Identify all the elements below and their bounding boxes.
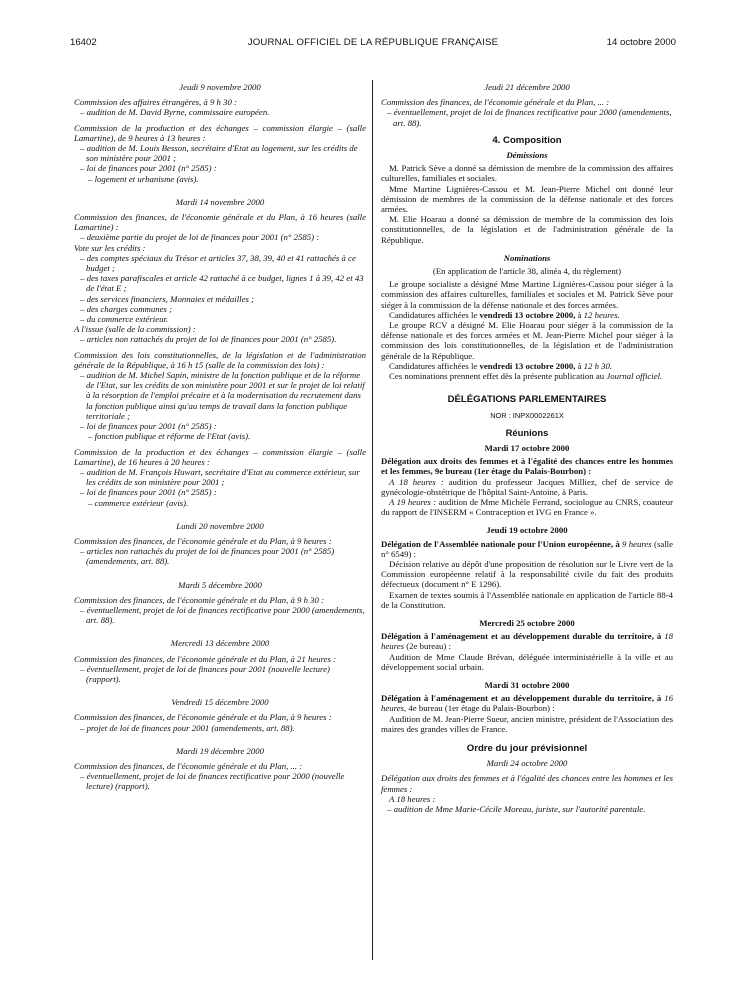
section-heading: Ordre du jour prévisionnel	[466, 742, 588, 754]
date-heading: Jeudi 19 octobre 2000	[486, 525, 568, 536]
block-title: Commission des finances, de l'économie générale et du Plan, à 9 h 30 :	[74, 594, 324, 605]
block-title: Commission des finances, de l'économie générale et du Plan, à 9 heures :	[74, 712, 332, 723]
agenda-item: – des services financiers, Monnaies et médailles ;	[80, 293, 254, 304]
date-heading: Mercredi 13 décembre 2000	[170, 638, 270, 649]
paragraph: A 18 heures : audition du professeur Jacques Milliez, chef de service de gynécologie-obstétrique de l'hôpital Saint-Antoine, à Paris.	[381, 476, 673, 497]
right-column	[381, 82, 673, 814]
paragraph: A 19 heures : audition de Mme Michèle Ferrand, sociologue au CNRS, coauteur du rapport de l'INSERM « Contraception et IVG en France ».	[381, 496, 673, 518]
agenda-item: – des taxes parafiscales et article 42 rattaché à ce budget, lignes 1 à 39, 42 et 43 de l'état E ;	[80, 273, 364, 294]
paragraph: A 18 heures :	[389, 793, 436, 804]
agenda-block	[74, 536, 366, 567]
nor-reference: NOR : INPX0002261X	[490, 411, 564, 421]
agenda-item: – loi de finances pour 2001 (n° 2585) :	[80, 487, 217, 498]
agenda-item: – projet de loi de finances pour 2001 (amendements, art. 88).	[80, 722, 295, 733]
block-title: Commission de la production et des échanges – commission élargie – (salle Lamartine), de 16 heures à 20 heures :	[74, 446, 366, 467]
agenda-note: Vote sur les crédits :	[74, 242, 146, 253]
date-heading: Mardi 5 décembre 2000	[178, 579, 262, 590]
paragraph: Audition de M. Jean-Pierre Sueur, ancien ministre, président de l'Association des maires des grandes villes de France.	[381, 713, 673, 734]
agenda-item: – éventuellement, projet de loi de finances rectificative pour 2000 (nouvelle lecture) (rapport).	[80, 771, 345, 792]
agenda-item: – commerce extérieur (avis).	[88, 497, 189, 508]
agenda-block	[74, 761, 366, 792]
paragraph: Candidatures affichées le vendredi 13 octobre 2000, à 12 heures.	[389, 309, 620, 320]
agenda-block	[74, 212, 366, 345]
agenda-block	[74, 97, 366, 117]
column-divider	[372, 80, 373, 960]
journal-title: JOURNAL OFFICIEL DE LA RÉPUBLIQUE FRANÇAISE	[247, 37, 499, 48]
block-title: Commission des finances, de l'économie générale et du Plan, ... :	[381, 97, 610, 108]
agenda-item: – fonction publique et réforme de l'Etat (avis).	[88, 431, 251, 442]
agenda-item: – du commerce extérieur.	[80, 314, 169, 325]
agenda-block	[74, 712, 366, 732]
subsection-heading: Nominations	[503, 252, 551, 263]
agenda-note: A l'issue (salle de la commission) :	[74, 324, 196, 335]
section-heading: DÉLÉGATIONS PARLEMENTAIRES	[447, 394, 607, 406]
block-title: Commission des finances, de l'économie générale et du Plan, à 21 heures :	[74, 653, 337, 664]
paragraph: Audition de Mme Claude Brévan, déléguée interministérielle à la ville et au développement social urbain.	[381, 651, 673, 672]
agenda-item: – audition de M. Michel Sapin, ministre de la fonction publique et de la réforme de l'Etat, sur les crédits de son ministère pour 2001 et sur le projet de loi relatif à la résorption de l'emploi précaire et à la modernisation du recrutement dans la fonction publique ainsi qu'au temps de travail dans la fonction publique territoriale ;	[80, 370, 365, 421]
agenda-item: – loi de finances pour 2001 (n° 2585) :	[80, 163, 217, 174]
date-heading: Mardi 19 décembre 2000	[175, 745, 265, 756]
agenda-item: – des charges communes ;	[80, 303, 173, 314]
date-heading: Mardi 17 octobre 2000	[484, 442, 570, 453]
date-heading: Lundi 20 novembre 2000	[176, 520, 264, 531]
block-title: Délégation aux droits des femmes et à l'égalité des chances entre les hommes et les femmes, 9e bureau (1er étage du Palais-Bourbon) :	[381, 456, 673, 477]
section-heading: 4. Composition	[492, 134, 562, 146]
block-title: Commission des finances, de l'économie générale et du Plan, à 9 heures :	[74, 535, 332, 546]
date-heading: Vendredi 15 décembre 2000	[171, 697, 269, 708]
paragraph: M. Elie Hoarau a donné sa démission de membre de la commission des lois constitutionnelles, de la législation et de l'administration générale de la République.	[381, 214, 673, 245]
paragraph: Le groupe RCV a désigné M. Elie Hoarau pour siéger à la commission de la défense nationale et des forces armées et M. Jean-Pierre Michel pour siéger à la commission des lois constitutionnelles, de la législation et de l'administration générale de la République.	[381, 320, 673, 361]
agenda-item: – éventuellement, projet de loi de finances pour 2001 (nouvelle lecture) (rapport).	[80, 663, 330, 684]
agenda-item: – loi de finances pour 2001 (n° 2585) :	[80, 421, 217, 432]
subsection-note: (En application de l'article 38, alinéa 4, du règlement)	[432, 266, 622, 277]
agenda-item: – des comptes spéciaux du Trésor et articles 37, 38, 39, 40 et 41 rattachés à ce budget ;	[80, 252, 356, 274]
date-heading: Mardi 14 novembre 2000	[175, 196, 265, 207]
paragraph: Ces nominations prennent effet dès la présente publication au Journal officiel.	[389, 371, 663, 382]
agenda-item: – audition de M. David Byrne, commissaire européen.	[80, 107, 270, 118]
page-number: 16402	[70, 37, 97, 48]
agenda-block	[74, 447, 366, 508]
agenda-block	[381, 97, 673, 128]
agenda-block	[74, 654, 366, 685]
paragraph: Candidatures affichées le vendredi 13 octobre 2000, à 12 h 30.	[389, 360, 613, 371]
agenda-item: – audition de Mme Marie-Cécile Moreau, juriste, sur l'autorité parentale.	[387, 803, 646, 814]
agenda-item: – éventuellement, projet de loi de finances rectificative pour 2000 (amendements, art. 88).	[80, 604, 365, 626]
issue-date: 14 octobre 2000	[606, 37, 676, 48]
paragraph: M. Patrick Sève a donné sa démission de membre de la commission des affaires culturelles, familiales et sociales.	[381, 163, 673, 184]
block-title: Délégation à l'aménagement et au développement durable du territoire, à 16 heures, 4e bureau (1er étage du Palais-Bourbon) :	[381, 693, 673, 714]
agenda-item: – articles non rattachés du projet de loi de finances pour 2001 (n° 2585) (amendements, art. 88).	[80, 546, 335, 567]
agenda-block	[74, 350, 366, 442]
block-title: Délégation aux droits des femmes et à l'égalité des chances entre les hommes et les femmes :	[381, 773, 673, 794]
agenda-item: – articles non rattachés du projet de loi de finances pour 2001 (n° 2585).	[80, 334, 337, 345]
block-title: Commission des affaires étrangères, à 9 h 30 :	[74, 97, 237, 108]
left-column	[74, 82, 366, 797]
subsection-heading: Démissions	[506, 150, 548, 161]
block-title: Commission des lois constitutionnelles, de la législation et de l'administration générale de la République, à 16 h 15 (salle de la commission des lois) :	[74, 349, 366, 370]
paragraph: Décision relative au dépôt d'une proposition de résolution sur le Livre vert de la Commission européenne relatif à la responsabilité civile du fait des produits défectueux (document n° E 1296).	[381, 558, 673, 590]
block-title: Délégation de l'Assemblée nationale pour l'Union européenne, à 9 heures (salle n° 6549) :	[381, 538, 673, 559]
paragraph: Mme Martine Lignières-Cassou et M. Jean-Pierre Michel ont donné leur démission de membres de la commission de la défense nationale et des forces armées.	[381, 183, 673, 215]
block-title: Commission des finances, de l'économie générale et du Plan, à 16 heures (salle Lamartine) :	[74, 212, 366, 233]
block-title: Délégation à l'aménagement et au développement durable du territoire, à 18 heures (2e bureau) :	[381, 631, 673, 652]
agenda-item: – audition de M. François Huwart, secrétaire d'Etat au commerce extérieur, sur les crédits de son ministère pour 2001 ;	[80, 466, 360, 488]
subsection-heading: Réunions	[505, 426, 549, 438]
agenda-item: – audition de M. Louis Besson, secrétaire d'Etat au logement, sur les crédits de son ministère pour 2001 ;	[80, 143, 358, 164]
agenda-item: – deuxième partie du projet de loi de finances pour 2001 (n° 2585) :	[80, 232, 320, 243]
paragraph: Le groupe socialiste a désigné Mme Martine Lignières-Cassou pour siéger à la commission des affaires culturelles, familiales et sociales et M. Patrick Sève pour siéger à la commission de la défense nationale et des forces armées.	[381, 279, 673, 310]
agenda-item: – logement et urbanisme (avis).	[88, 173, 199, 184]
page-header	[70, 37, 676, 51]
agenda-block	[74, 123, 366, 184]
paragraph: Examen de textes soumis à l'Assemblée nationale en application de l'article 88-4 de la Constitution.	[381, 589, 673, 610]
date-heading: Jeudi 9 novembre 2000	[179, 82, 261, 92]
block-title: Commission des finances, de l'économie générale et du Plan, ... :	[74, 760, 303, 771]
agenda-item: – éventuellement, projet de loi de finances rectificative pour 2000 (amendements, art. 88).	[387, 107, 672, 128]
date-heading: Mercredi 25 octobre 2000	[479, 617, 575, 628]
block-title: Commission de la production et des échanges – commission élargie – (salle Lamartine), de 9 heures à 13 heures :	[74, 122, 366, 143]
date-heading: Mardi 31 octobre 2000	[484, 679, 570, 690]
agenda-block	[74, 595, 366, 626]
date-heading: Jeudi 21 décembre 2000	[484, 82, 570, 92]
date-heading: Mardi 24 octobre 2000	[486, 758, 568, 769]
